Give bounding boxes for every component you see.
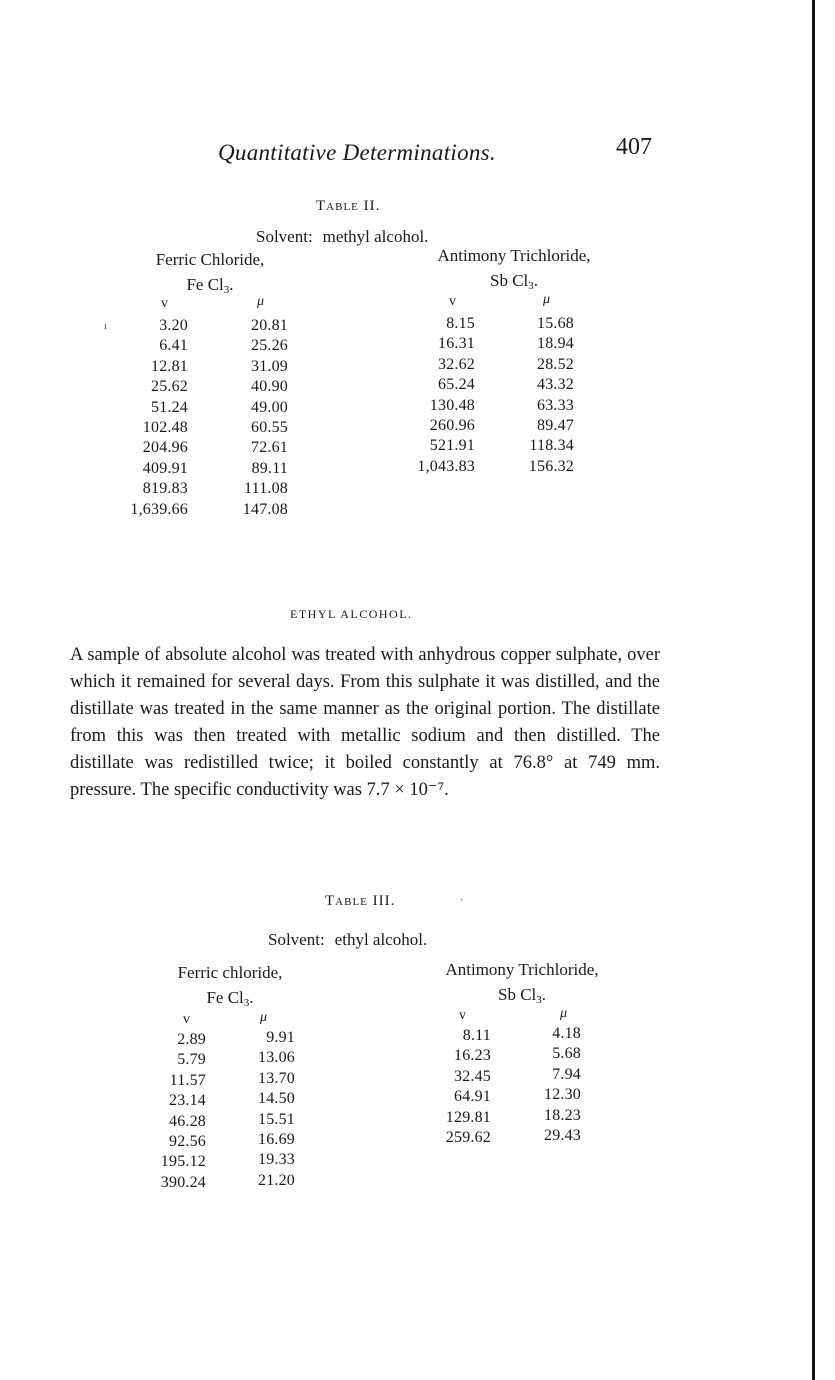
table2-left-v-cell: 25.62 bbox=[151, 378, 188, 396]
table2-left-v-cell: 409.91 bbox=[142, 459, 188, 477]
table2-solvent-label: Solvent: bbox=[256, 227, 313, 246]
table2-left-v-cell: 6.41 bbox=[159, 337, 188, 355]
table3-right-col-v: v bbox=[459, 1008, 466, 1023]
table3-left-v-cell: 11.57 bbox=[169, 1071, 206, 1089]
table2-left-v-cell: 102.48 bbox=[142, 419, 188, 436]
table3-left-mu-cell: 15.51 bbox=[258, 1110, 295, 1128]
table2-left-compound: Ferric Chloride, bbox=[155, 250, 265, 269]
table2-left-mu-cell: 147.08 bbox=[242, 500, 288, 518]
table3-left-compound: Ferric chloride, bbox=[177, 963, 283, 982]
table3-solvent-value: ethyl alcohol. bbox=[334, 930, 428, 949]
table2-right-mu-cell: 15.68 bbox=[537, 315, 574, 332]
table3-right-mu-cell: 4.18 bbox=[552, 1025, 581, 1042]
table2-right-heading bbox=[414, 243, 614, 299]
page-number: 407 bbox=[616, 134, 652, 160]
section-heading: ETHYL ALCOHOL. bbox=[290, 607, 413, 621]
table3-right-formula: Sb $Cl_3$. bbox=[497, 985, 547, 1006]
table3-solvent-label: Solvent: bbox=[268, 930, 325, 949]
table2-right-v-cell: 65.24 bbox=[438, 376, 475, 394]
table2-left-v-cell: 819.83 bbox=[142, 480, 188, 498]
table3-right-heading bbox=[422, 957, 622, 1013]
table3-left-v-cell: 5.79 bbox=[177, 1051, 206, 1069]
table2-right-v-cell: 1,043.83 bbox=[417, 457, 475, 475]
table3-right-mu-cell: 29.43 bbox=[544, 1127, 581, 1144]
table3-right-mu-cell: 5.68 bbox=[552, 1045, 581, 1063]
table2-left-mu-cell: 40.90 bbox=[251, 378, 288, 396]
print-speck: ı bbox=[104, 321, 107, 332]
table2-left-v-cell: 51.24 bbox=[151, 398, 188, 416]
table3-left-heading bbox=[150, 960, 310, 1016]
print-speck: ˏ bbox=[460, 890, 464, 901]
table3-left-mu-cell: 14.50 bbox=[258, 1090, 295, 1108]
table3-right-v-cell: 8.11 bbox=[462, 1027, 491, 1044]
table3-left-col-v: v bbox=[183, 1012, 190, 1027]
table2-left-v-cell: 1,639.66 bbox=[130, 500, 188, 518]
table3-left-mu-cell: 19.33 bbox=[258, 1151, 295, 1169]
body-paragraph: A sample of absolute alcohol was treated with anhydrous copper sulphate, over which it remained for several days. From this sulphate it was distilled, and the distillate was treated in the same manner as the original portion. The distillate from this was then treated with metallic sodium and then distilled. The distillate was redistilled twice; it boiled constantly at 76.8° at 749 mm. pressure. The specific conductivity was 7.7 × 10⁻⁷. bbox=[70, 645, 660, 800]
table2-left-mu-cell: 60.55 bbox=[251, 419, 288, 436]
running-title: Quantitative Determinations. bbox=[218, 140, 496, 165]
table3-left-v-cell: 46.28 bbox=[169, 1112, 206, 1130]
table2-right-formula: Sb $Cl_3$. bbox=[489, 271, 539, 292]
table2-left-mu-cell: 20.81 bbox=[251, 317, 288, 334]
table3-left-v-cell: 2.89 bbox=[177, 1031, 206, 1048]
table2-title: Table II. bbox=[316, 198, 381, 214]
table2-right-v-cell: 8.15 bbox=[446, 315, 475, 332]
table2-right-mu-cell: 18.94 bbox=[537, 335, 574, 353]
table3-left-v-cell: 390.24 bbox=[160, 1173, 206, 1191]
table3-solvent bbox=[268, 930, 427, 950]
table3-left-mu-cell: 13.70 bbox=[258, 1069, 295, 1087]
table2-right-mu-cell: 89.47 bbox=[537, 417, 574, 434]
table3-left-v-cell: 23.14 bbox=[169, 1092, 206, 1110]
table2-left-v-cell: 204.96 bbox=[142, 439, 188, 457]
table2-left-mu-cell: 25.26 bbox=[251, 337, 288, 355]
table2-right-v-cell: 130.48 bbox=[429, 396, 475, 414]
table2-solvent bbox=[256, 227, 428, 247]
table2-solvent-value: methyl alcohol. bbox=[322, 227, 429, 246]
table3-right-v-cell: 16.23 bbox=[454, 1047, 491, 1065]
table2-left-formula: Fe $Cl_3$. bbox=[186, 275, 234, 296]
table2-right-v-cell: 16.31 bbox=[438, 335, 475, 353]
table2-right-mu-cell: 118.34 bbox=[529, 437, 574, 455]
table3-left-v-cell: 92.56 bbox=[169, 1133, 206, 1150]
table2-right-mu-cell: 28.52 bbox=[537, 355, 574, 373]
table2-left-mu-cell: 72.61 bbox=[251, 439, 288, 457]
table2-left-mu-cell: 89.11 bbox=[251, 459, 288, 477]
table2-right-v-cell: 521.91 bbox=[429, 437, 475, 455]
table2-left-col-v: v bbox=[161, 296, 168, 311]
table3-right-v-cell: 259.62 bbox=[445, 1129, 491, 1146]
table3-title: Table III. bbox=[325, 893, 396, 909]
table3-right-compound: Antimony Trichloride, bbox=[445, 960, 599, 979]
table2-right-mu-cell: 43.32 bbox=[537, 376, 574, 394]
table2-left-heading bbox=[130, 247, 290, 303]
table2-right-v-cell: 260.96 bbox=[429, 417, 475, 434]
table3-right-mu-cell: 7.94 bbox=[552, 1065, 581, 1083]
table2-left-v-cell: 3.20 bbox=[159, 317, 188, 334]
table3-left-mu-cell: 16.69 bbox=[258, 1131, 295, 1148]
table3-right-col-mu: μ bbox=[560, 1006, 568, 1021]
table3-right-v-cell: 32.45 bbox=[454, 1067, 491, 1085]
table3-left-col-mu: μ bbox=[260, 1010, 268, 1025]
table2-right-mu-cell: 63.33 bbox=[537, 396, 574, 414]
table2-left-mu-cell: 31.09 bbox=[251, 357, 288, 375]
table2-right-mu-cell: 156.32 bbox=[528, 457, 574, 475]
table2-left-v-cell: 12.81 bbox=[151, 357, 188, 375]
table3-right-mu-cell: 18.23 bbox=[544, 1106, 581, 1124]
table3-right-v-cell: 64.91 bbox=[454, 1088, 491, 1106]
table2-right-col-v: v bbox=[449, 294, 456, 309]
table3-left-v-cell: 195.12 bbox=[160, 1153, 206, 1171]
table3-right-mu-cell: 12.30 bbox=[544, 1086, 581, 1104]
table2-right-compound: Antimony Trichloride, bbox=[437, 246, 591, 265]
table3-right-v-cell: 129.81 bbox=[445, 1108, 491, 1126]
table2-left-col-mu: μ bbox=[257, 294, 265, 309]
table2-right-v-cell: 32.62 bbox=[438, 355, 475, 373]
table3-left-mu-cell: 9.91 bbox=[266, 1029, 295, 1046]
table2-left-mu-cell: 49.00 bbox=[251, 398, 288, 416]
table3-left-mu-cell: 21.20 bbox=[258, 1171, 295, 1189]
table2-left-mu-cell: 111.08 bbox=[243, 480, 288, 498]
table3-left-mu-cell: 13.06 bbox=[258, 1049, 295, 1067]
table2-right-col-mu: μ bbox=[543, 292, 551, 307]
table3-left-formula: Fe $Cl_3$. bbox=[206, 988, 254, 1009]
